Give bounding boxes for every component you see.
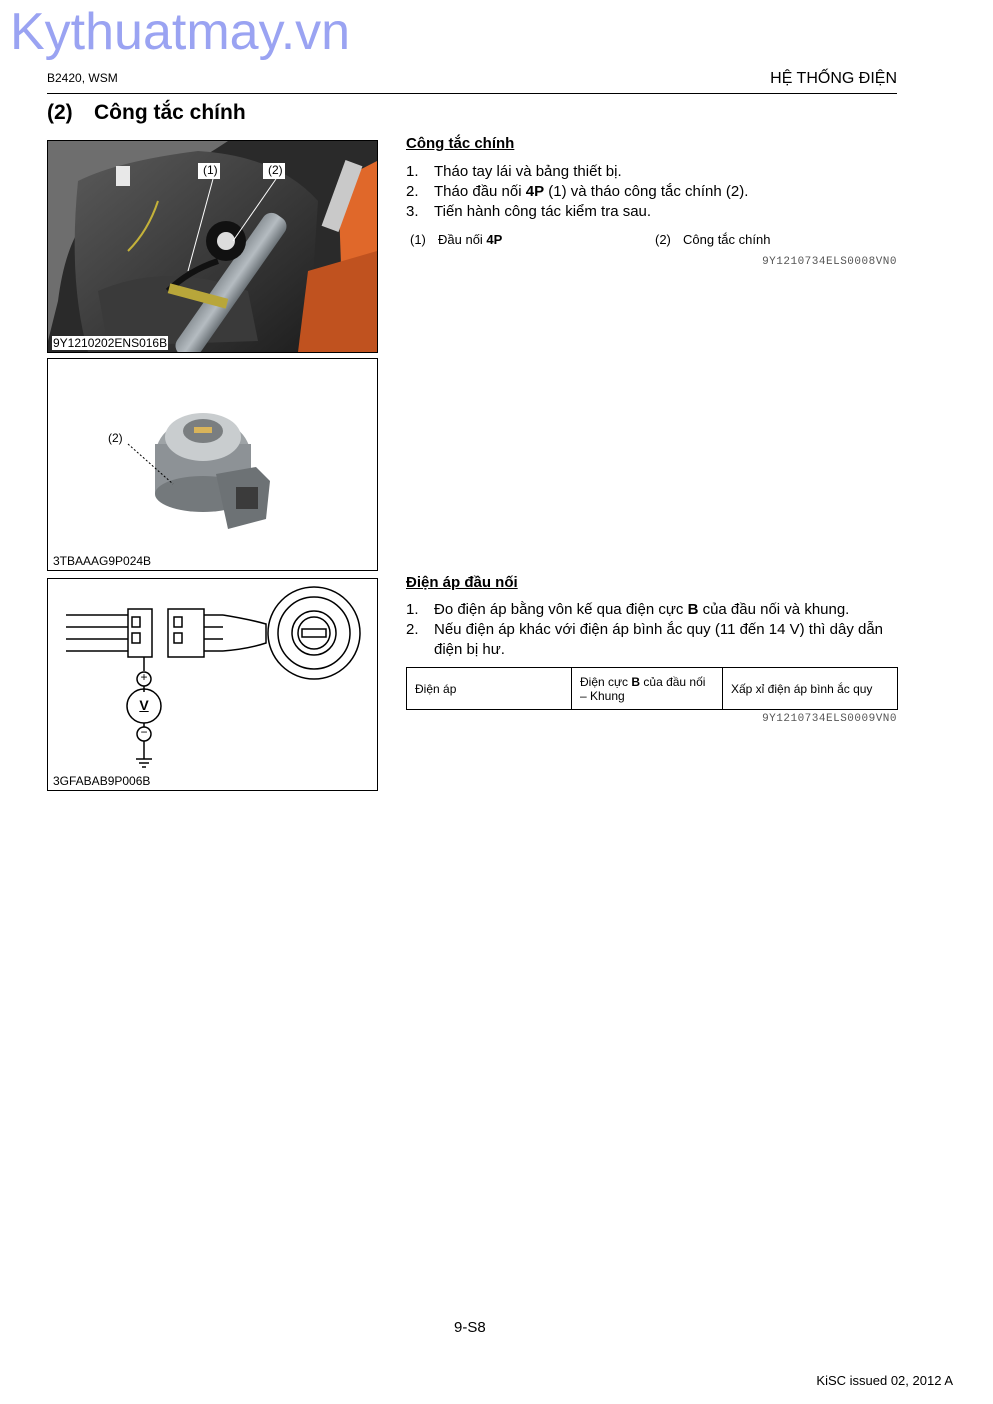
header-model: B2420, WSM — [47, 71, 118, 85]
section-number: (2) — [47, 101, 73, 124]
minus-symbol: − — [140, 725, 148, 739]
figure-code: 3TBAAAG9P024B — [53, 554, 152, 568]
page-number: 9-S8 — [454, 1319, 486, 1336]
figure-photo-dash — [47, 140, 378, 353]
table-cell: Điện cực B của đầu nối – Khung — [572, 668, 723, 710]
section-title-text: Công tắc chính — [94, 101, 246, 124]
figure-photo-switch — [47, 358, 378, 571]
steps-list — [406, 162, 898, 222]
figure-label: (1) — [203, 163, 218, 177]
reference-code: 9Y1210734ELS0008VN0 — [762, 256, 897, 268]
voltmeter-symbol: V — [139, 697, 149, 713]
step-item: 1. Đo điện áp bằng vôn kế qua điện cực B của đầu nối và khung. — [406, 601, 850, 618]
steps-list — [406, 600, 898, 660]
plus-symbol: + — [140, 670, 148, 684]
figure-diagram-voltmeter — [47, 578, 378, 791]
figure-label: (2) — [108, 431, 123, 445]
figure-code: 3GFABAB9P006B — [53, 774, 151, 788]
header-divider — [47, 93, 897, 94]
watermark-logo-text: Kythuatmay.vn — [10, 3, 351, 61]
step-item: 2. Tháo đầu nối 4P (1) và tháo công tắc chính (2). — [406, 183, 749, 200]
table-cell: Xấp xỉ điện áp bình ắc quy — [723, 668, 898, 710]
figure-code: 9Y1210202ENS016B — [53, 336, 168, 350]
figure-label: (2) — [268, 163, 283, 177]
step-item: 1. Tháo tay lái và bảng thiết bị. — [406, 163, 622, 180]
voltage-spec-table — [406, 667, 898, 710]
step-item: 2. Nếu điện áp khác với điện áp bình ắc quy (11 đến 14 V) thì dây dẫn điện bị hư. — [406, 621, 884, 658]
switch-photo-illustration — [48, 359, 377, 570]
voltmeter-diagram — [48, 579, 377, 790]
heading-connector-voltage: Điện áp đầu nối — [406, 574, 518, 591]
heading-main-switch: Công tắc chính — [406, 135, 515, 152]
table-row — [407, 668, 898, 710]
table-cell: Điện áp — [407, 668, 572, 710]
reference-code: 9Y1210734ELS0009VN0 — [762, 713, 897, 725]
section-title — [47, 101, 246, 125]
step-item: 3. Tiến hành công tác kiểm tra sau. — [406, 203, 652, 220]
header-chapter: HỆ THỐNG ĐIỆN — [770, 70, 897, 87]
caption-item: (1) Đầu nối 4P — [410, 232, 503, 247]
caption-item: (2) Công tắc chính — [655, 232, 771, 247]
issue-note: KiSC issued 02, 2012 A — [816, 1373, 953, 1388]
